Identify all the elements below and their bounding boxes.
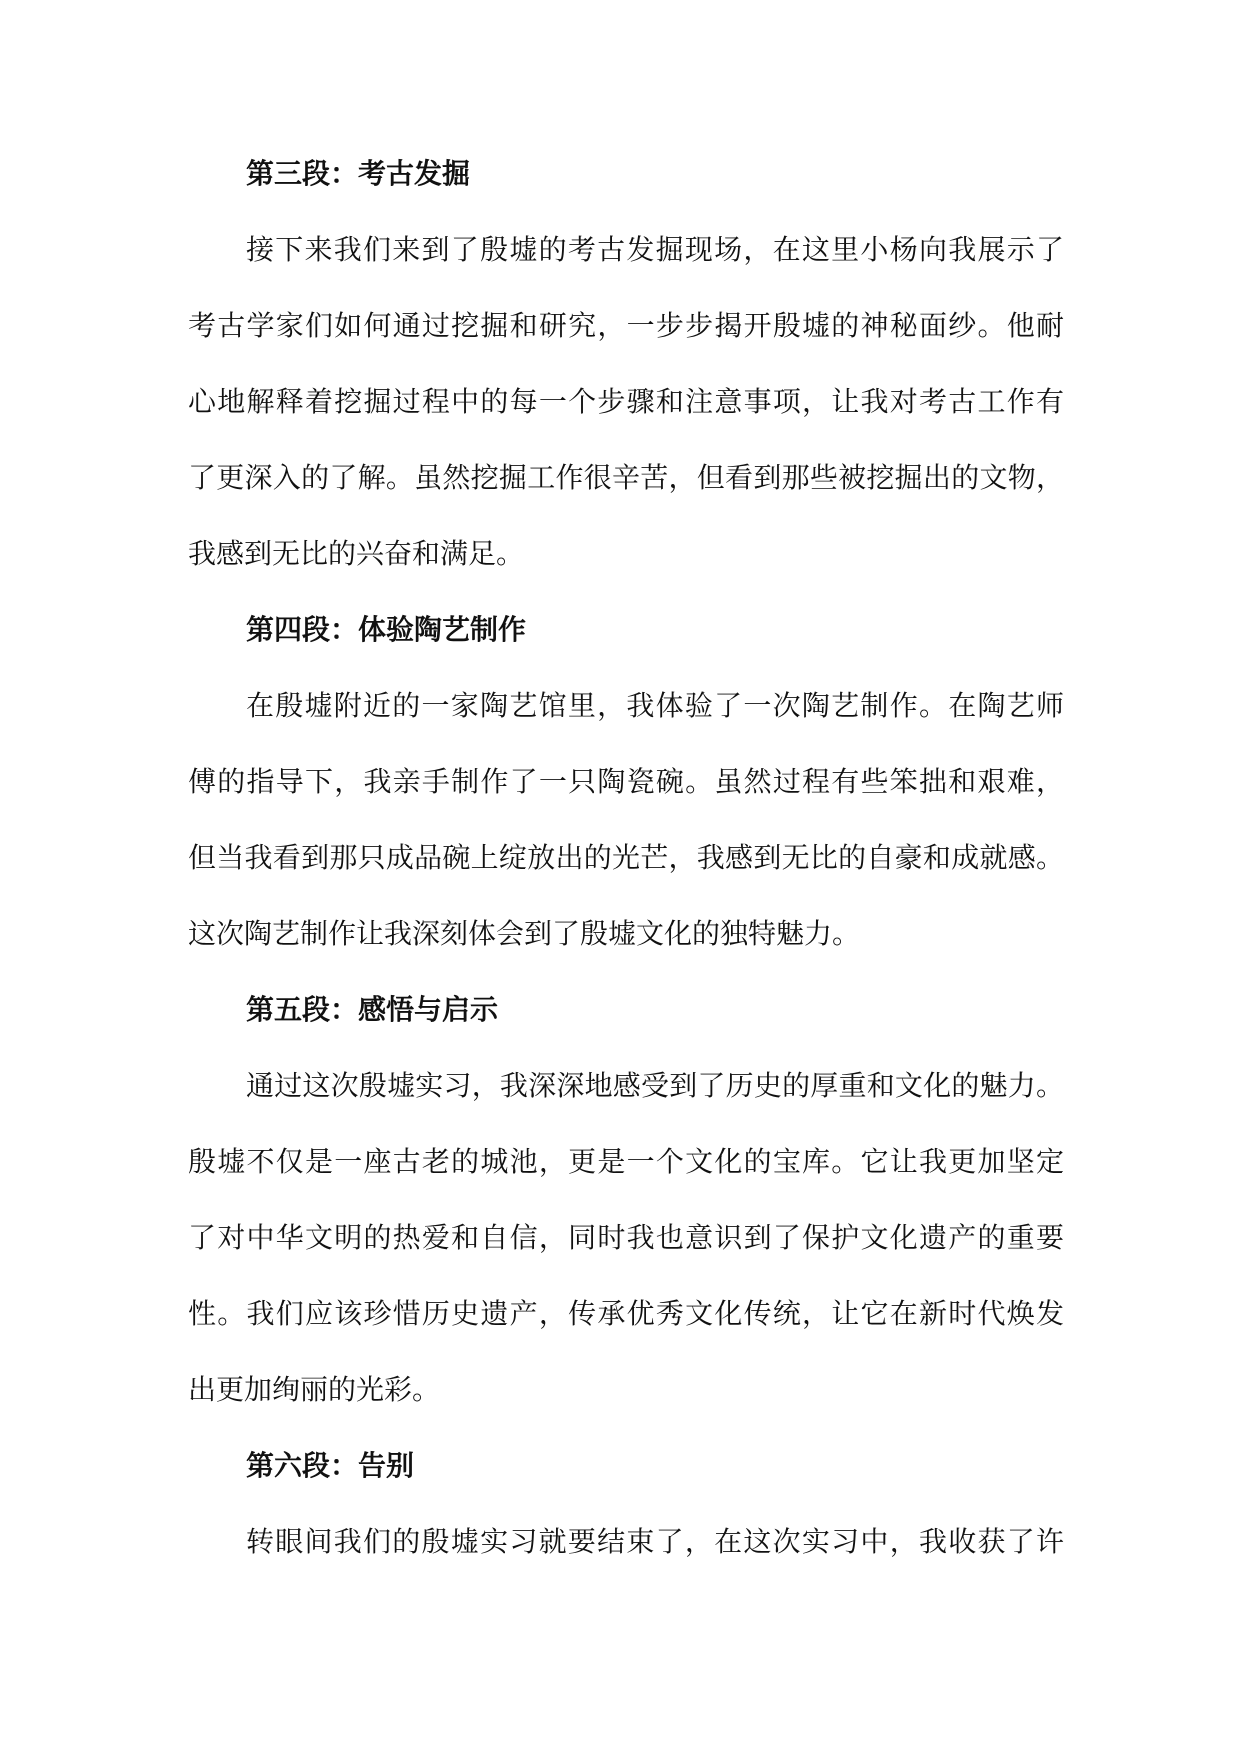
section-heading: 第五段：感悟与启示 <box>246 993 499 1026</box>
paragraph-line: 了更深入的了解。虽然挖掘工作很辛苦，但看到那些被挖掘出的文物， <box>188 461 1064 494</box>
paragraph-line: 接下来我们来到了殷墟的考古发掘现场，在这里小杨向我展示了 <box>246 233 1064 266</box>
paragraph-line: 通过这次殷墟实习，我深深地感受到了历史的厚重和文化的魅力。 <box>246 1069 1064 1102</box>
document-body <box>188 136 1064 1580</box>
section-heading: 第三段：考古发掘 <box>246 157 471 190</box>
section-heading: 第四段：体验陶艺制作 <box>246 613 527 646</box>
section-heading: 第六段：告别 <box>246 1449 415 1482</box>
paragraph-line: 考古学家们如何通过挖掘和研究，一步步揭开殷墟的神秘面纱。他耐 <box>188 309 1064 342</box>
section-paragraph <box>188 212 1064 592</box>
paragraph-line: 这次陶艺制作让我深刻体会到了殷墟文化的独特魅力。 <box>188 917 861 950</box>
section-paragraph <box>188 1504 1064 1580</box>
paragraph-line: 在殷墟附近的一家陶艺馆里，我体验了一次陶艺制作。在陶艺师 <box>246 689 1064 722</box>
paragraph-line: 殷墟不仅是一座古老的城池，更是一个文化的宝库。它让我更加坚定 <box>188 1145 1064 1178</box>
paragraph-line: 性。我们应该珍惜历史遗产，传承优秀文化传统，让它在新时代焕发 <box>188 1297 1064 1330</box>
paragraph-line: 我感到无比的兴奋和满足。 <box>188 537 525 570</box>
paragraph-line: 出更加绚丽的光彩。 <box>188 1373 441 1406</box>
paragraph-line: 心地解释着挖掘过程中的每一个步骤和注意事项，让我对考古工作有 <box>188 385 1064 418</box>
paragraph-line: 转眼间我们的殷墟实习就要结束了，在这次实习中，我收获了许 <box>246 1525 1064 1558</box>
paragraph-line: 了对中华文明的热爱和自信，同时我也意识到了保护文化遗产的重要 <box>188 1221 1064 1254</box>
paragraph-line: 傅的指导下，我亲手制作了一只陶瓷碗。虽然过程有些笨拙和艰难， <box>188 765 1064 798</box>
section-paragraph <box>188 668 1064 972</box>
paragraph-line: 但当我看到那只成品碗上绽放出的光芒，我感到无比的自豪和成就感。 <box>188 841 1064 874</box>
section-paragraph <box>188 1048 1064 1428</box>
